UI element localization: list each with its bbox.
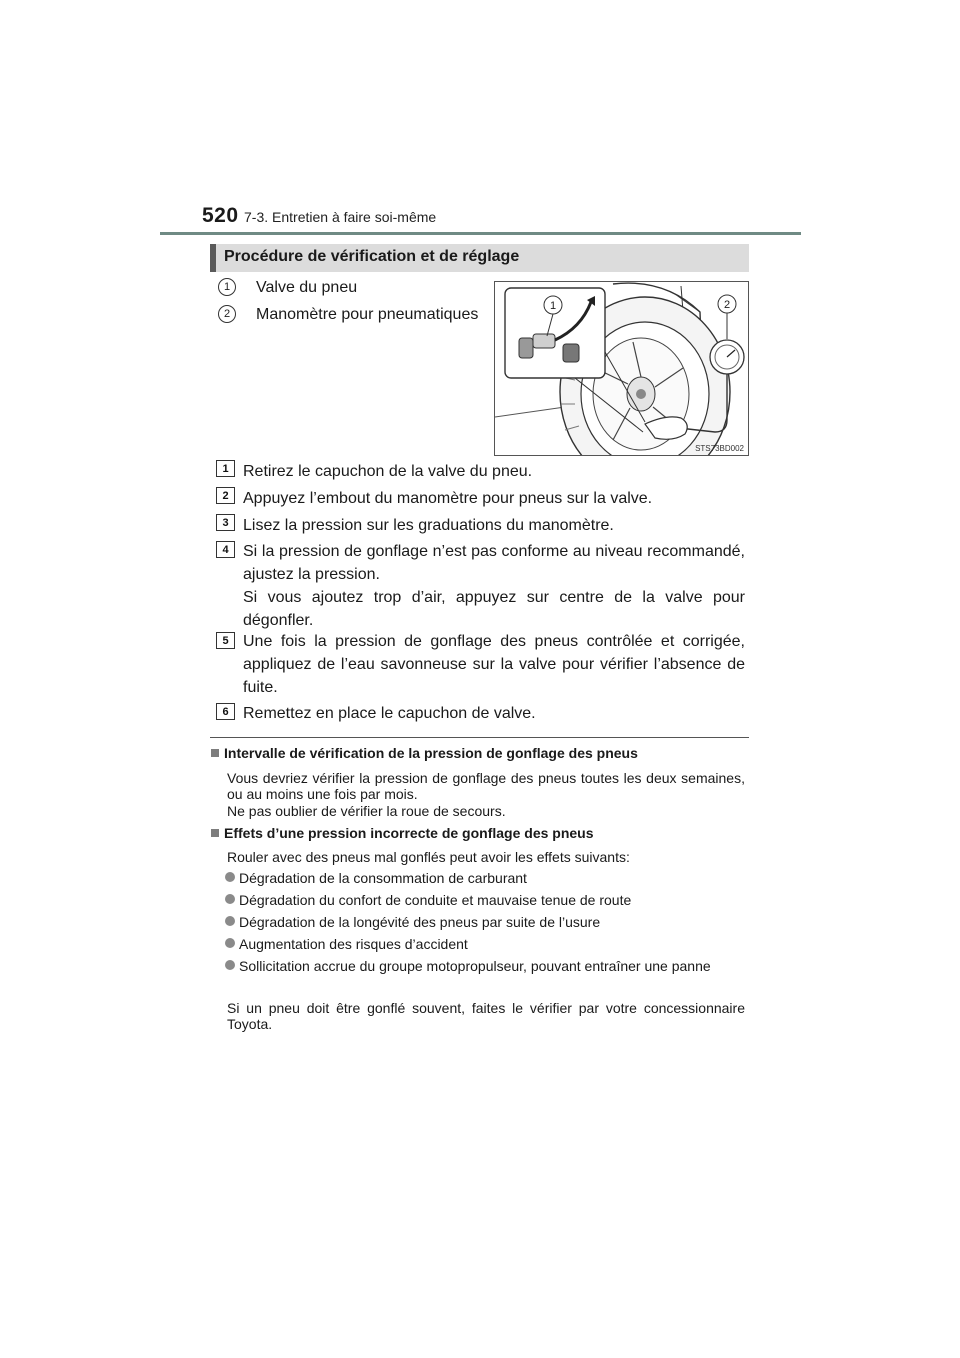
step-1-line: Retirez le capuchon de la valve du pneu. — [243, 463, 533, 480]
note-heading-interval — [211, 745, 638, 761]
step-4-line: Si vous ajoutez trop d’air, appuyez sur centre de la valve pour dégonfler. — [243, 589, 745, 629]
label-number-2: 2 — [218, 305, 236, 323]
effects-bullet: Dégradation de la consommation de carburant — [239, 870, 527, 886]
section-title: Procédure de vérification et de réglage — [224, 248, 520, 265]
chapter-title: 7-3. Entretien à faire soi-même — [244, 209, 437, 225]
step-number-6: 6 — [216, 703, 235, 720]
tire-gauge-illustration — [494, 281, 749, 456]
step-number-1: 1 — [216, 460, 235, 477]
step-3-text — [243, 514, 745, 537]
step-number-5: 5 — [216, 632, 235, 649]
step-2-line: Appuyez l’embout du manomètre pour pneus sur la valve. — [243, 490, 653, 507]
note-effects-outro: Si un pneu doit être gonflé souvent, faites le vérifier par votre concessionnaire Toyota. — [227, 1000, 745, 1032]
step-number-4: 4 — [216, 541, 235, 558]
step-1-text — [243, 460, 745, 483]
step-2-text — [243, 487, 745, 510]
section-divider — [210, 737, 749, 738]
step-3-line: Lisez la pression sur les graduations du manomètre. — [243, 517, 614, 534]
note-heading-text: Intervalle de vérification de la pression de gonflage des pneus — [224, 745, 638, 761]
label-number-1: 1 — [218, 278, 236, 296]
effects-bullet: Dégradation du confort de conduite et mauvaise tenue de route — [239, 892, 632, 908]
square-bullet-icon — [211, 829, 219, 837]
section-header-bar — [210, 244, 216, 272]
svg-text:1: 1 — [549, 300, 557, 312]
step-6-text — [243, 702, 745, 725]
step-5-text — [243, 630, 745, 699]
step-4-line: Si la pression de gonflage n’est pas conforme au niveau recommandé, ajustez la pression. — [243, 543, 745, 583]
bullet-icon — [225, 872, 235, 882]
bullet-icon — [225, 894, 235, 904]
illustration-drawing — [495, 282, 748, 455]
label-valve: Valve du pneu — [256, 279, 358, 296]
bullet-icon — [225, 960, 235, 970]
label-gauge: Manomètre pour pneumatiques — [256, 306, 479, 323]
effects-bullet: Augmentation des risques d’accident — [239, 936, 468, 952]
effects-bullet: Sollicitation accrue du groupe motopropulseur, pouvant entraîner une panne — [239, 958, 711, 974]
figure-code: STS73BD002 — [695, 444, 744, 453]
square-bullet-icon — [211, 749, 219, 757]
effects-bullet: Dégradation de la longévité des pneus par suite de l’usure — [239, 914, 601, 930]
svg-text:2: 2 — [723, 299, 731, 311]
page-number: 520 — [202, 204, 239, 227]
step-4-text — [243, 540, 745, 632]
note-interval-spare: Ne pas oublier de vérifier la roue de secours. — [227, 803, 506, 819]
note-heading-text: Effets d’une pression incorrecte de gonflage des pneus — [224, 825, 594, 841]
bullet-icon — [225, 938, 235, 948]
header-divider — [160, 232, 801, 235]
step-5-line: Une fois la pression de gonflage des pneus contrôlée et corrigée, appliquez de l’eau savonneuse sur la valve pour vérifier l’absence de fuite. — [243, 633, 745, 696]
section-header — [210, 244, 749, 272]
bullet-icon — [225, 916, 235, 926]
step-6-line: Remettez en place le capuchon de valve. — [243, 705, 536, 722]
note-heading-effects — [211, 825, 594, 841]
note-effects-intro: Rouler avec des pneus mal gonflés peut avoir les effets suivants: — [227, 849, 630, 865]
note-interval-paragraph: Vous devriez vérifier la pression de gonflage des pneus toutes les deux semaines, ou au moins une fois par mois. — [227, 770, 745, 802]
step-number-3: 3 — [216, 514, 235, 531]
step-number-2: 2 — [216, 487, 235, 504]
